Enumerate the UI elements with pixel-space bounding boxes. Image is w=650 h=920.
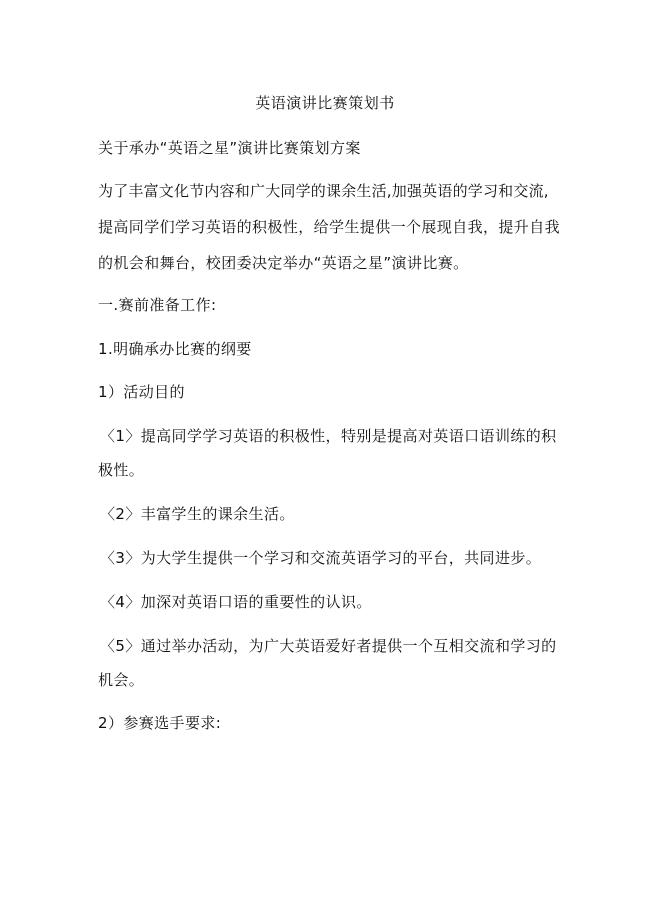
goal-4: 〈4〉加深对英语口语的重要性的认识。: [100, 593, 372, 611]
document-title: 英语演讲比赛策划书: [255, 94, 395, 112]
intro-paragraph-line-2: 提高同学们学习英语的积极性，给学生提供一个展现自我，提升自我: [98, 218, 561, 236]
section-heading-preparation: 一.赛前准备工作:: [98, 296, 217, 314]
goal-5-line-2: 机会。: [98, 671, 145, 689]
goal-2: 〈2〉丰富学生的课余生活。: [100, 505, 295, 523]
subsection-heading-outline: 1.明确承办比赛的纲要: [98, 340, 252, 358]
item-heading-contestant-requirements: 2）参赛选手要求:: [98, 714, 222, 732]
goal-1-line-2: 极性。: [98, 461, 145, 479]
goal-5-line-1: 〈5〉通过举办活动，为广大英语爱好者提供一个互相交流和学习的: [100, 637, 557, 655]
intro-paragraph-line-1: 为了丰富文化节内容和广大同学的课余生活,加强英语的学习和交流,: [98, 182, 549, 200]
document-subtitle: 关于承办“英语之星”演讲比赛策划方案: [98, 139, 361, 157]
item-heading-purpose: 1）活动目的: [98, 383, 185, 401]
intro-paragraph-line-3: 的机会和舞台，校团委决定举办“英语之星”演讲比赛。: [98, 254, 469, 272]
goal-1-line-1: 〈1〉提高同学学习英语的积极性，特别是提高对英语口语训练的积: [100, 427, 557, 445]
goal-3: 〈3〉为大学生提供一个学习和交流英语学习的平台，共同进步。: [100, 549, 542, 567]
